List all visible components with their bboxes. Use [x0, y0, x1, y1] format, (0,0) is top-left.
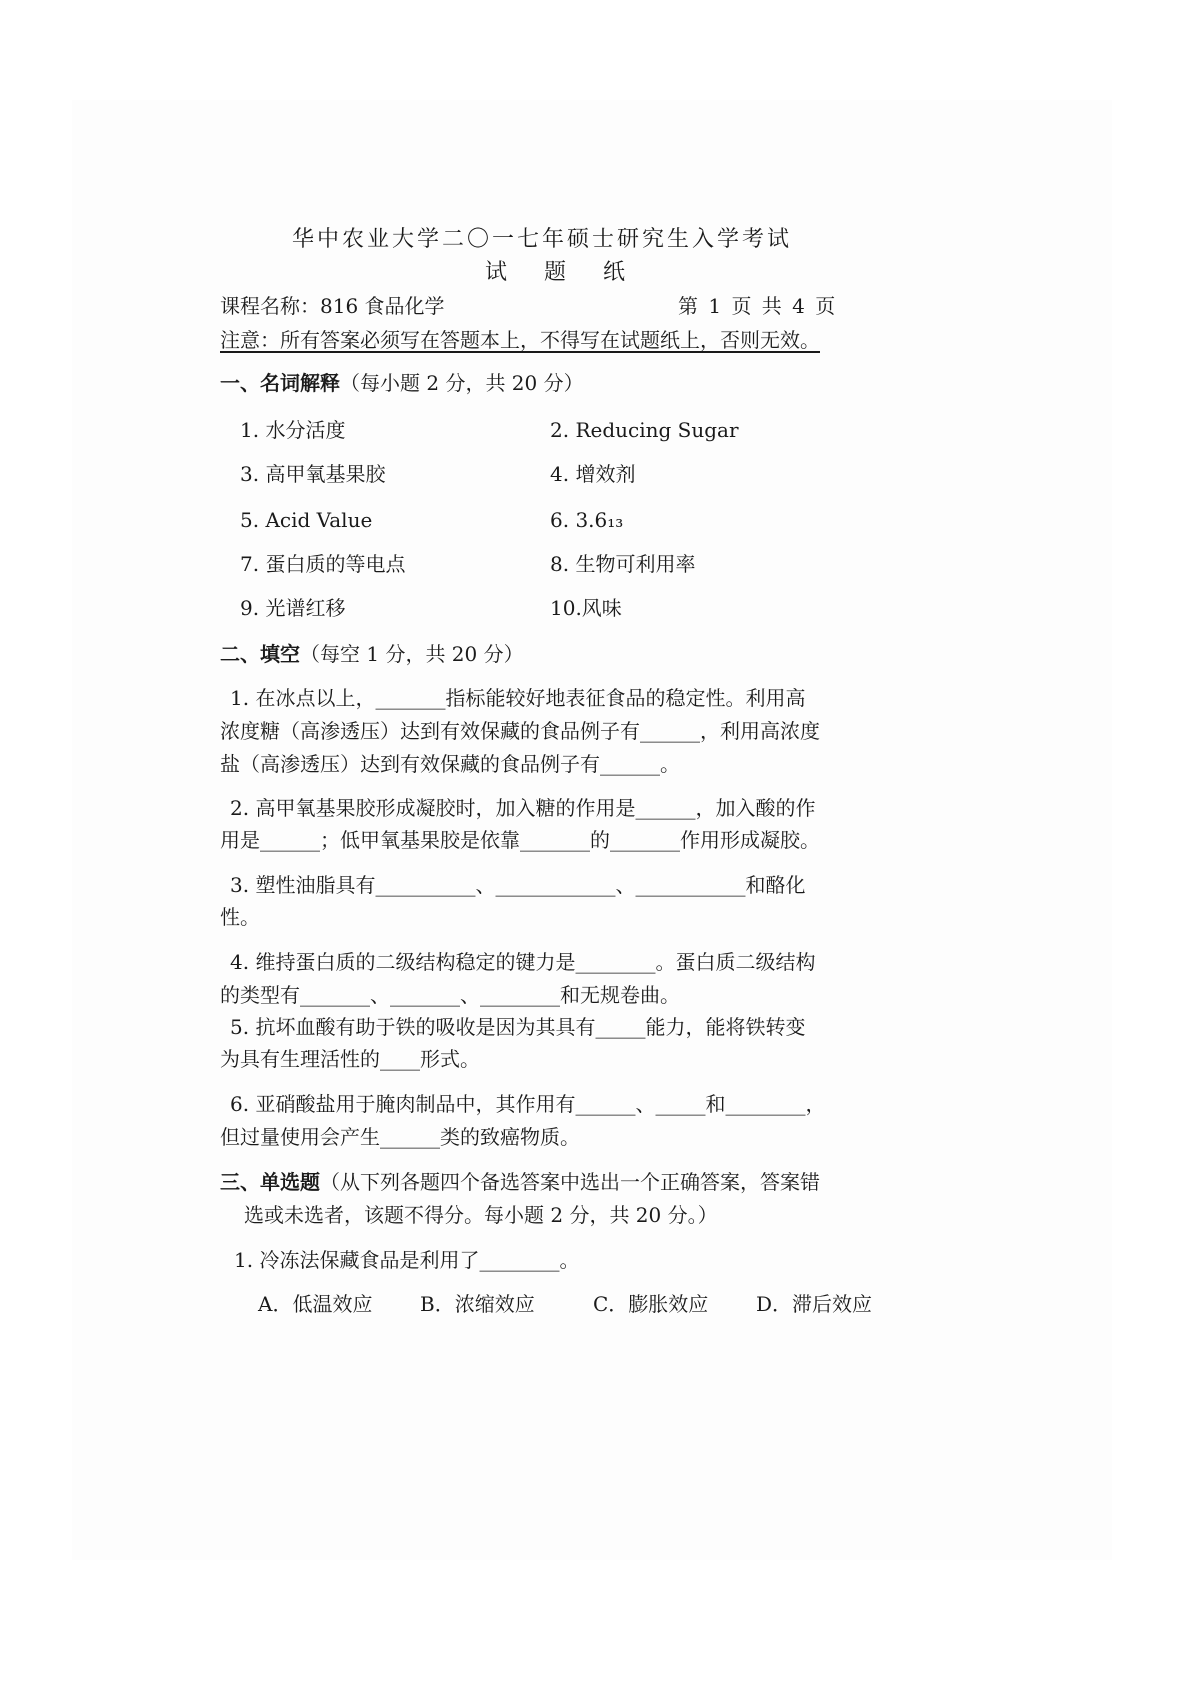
term-item: 6. 3.6₁₃: [550, 508, 624, 532]
section3-note-line: 选或未选者，该题不得分。每小题 2 分，共 20 分。）: [244, 1203, 718, 1227]
term-item: 8. 生物可利用率: [550, 552, 696, 576]
section3-heading: [220, 1170, 820, 1194]
exam-subtitle: 试 题 纸: [485, 260, 625, 285]
term-item: 7. 蛋白质的等电点: [240, 552, 406, 576]
question-2-line: 用是______；低甲氧基果胶是依靠_______的_______作用形成凝胶。: [220, 828, 820, 852]
notice: 注意：所有答案必须写在答题本上，不得写在试题纸上，否则无效。: [220, 328, 820, 352]
question-1-line: 浓度糖（高渗透压）达到有效保藏的食品例子有______，利用高浓度: [220, 719, 820, 743]
section2-note: （每空 1 分，共 20 分）: [300, 642, 524, 666]
term-item: 1. 水分活度: [240, 418, 346, 442]
question-2-line: 2. 高甲氧基果胶形成凝胶时，加入糖的作用是______，加入酸的作: [230, 796, 816, 820]
question-5-line: 5. 抗坏血酸有助于铁的吸收是因为其具有_____能力，能将铁转变: [230, 1015, 806, 1039]
choice-question: 1. 冷冻法保藏食品是利用了________。: [234, 1248, 580, 1272]
question-1-line: 盐（高渗透压）达到有效保藏的食品例子有______。: [220, 752, 680, 776]
question-1-line: 1. 在冰点以上，_______指标能较好地表征食品的稳定性。利用高: [230, 686, 806, 710]
term-item: 9. 光谱红移: [240, 596, 346, 620]
choice-option: B．浓缩效应: [420, 1292, 535, 1316]
question-3-line: 性。: [220, 905, 260, 929]
section1-title: 一、名词解释: [220, 371, 340, 395]
course-name: 课程名称：816 食品化学: [220, 294, 445, 318]
question-6-line: 6. 亚硝酸盐用于腌肉制品中，其作用有______、_____和________，: [230, 1092, 826, 1116]
term-item: 10.风味: [550, 596, 622, 620]
term-item: 4. 增效剂: [550, 462, 636, 486]
question-4-line: 的类型有_______、_______、________和无规卷曲。: [220, 983, 680, 1007]
question-3-line: 3. 塑性油脂具有__________、____________、___________和酪化: [230, 873, 806, 897]
choice-option: D．滞后效应: [756, 1292, 873, 1316]
section3-title: 三、单选题: [220, 1170, 320, 1194]
choice-option: A．低温效应: [258, 1292, 373, 1316]
question-6-line: 但过量使用会产生______类的致癌物质。: [220, 1125, 580, 1149]
exam-title: 华中农业大学二〇一七年硕士研究生入学考试: [292, 227, 793, 252]
section1-note: （每小题 2 分，共 20 分）: [340, 371, 584, 395]
section1-heading: [220, 371, 584, 395]
term-item: 5. Acid Value: [240, 508, 373, 532]
term-item: 3. 高甲氧基果胶: [240, 462, 386, 486]
page-info: 第 1 页 共 4 页: [678, 294, 836, 318]
question-5-line: 为具有生理活性的____形式。: [220, 1047, 480, 1071]
section2-title: 二、填空: [220, 642, 300, 666]
choice-option: C．膨胀效应: [593, 1292, 709, 1316]
section2-heading: [220, 642, 524, 666]
term-item: 2. Reducing Sugar: [550, 418, 739, 442]
question-4-line: 4. 维持蛋白质的二级结构稳定的键力是________。蛋白质二级结构: [230, 950, 816, 974]
section3-note-line: （从下列各题四个备选答案中选出一个正确答案，答案错: [320, 1170, 820, 1194]
